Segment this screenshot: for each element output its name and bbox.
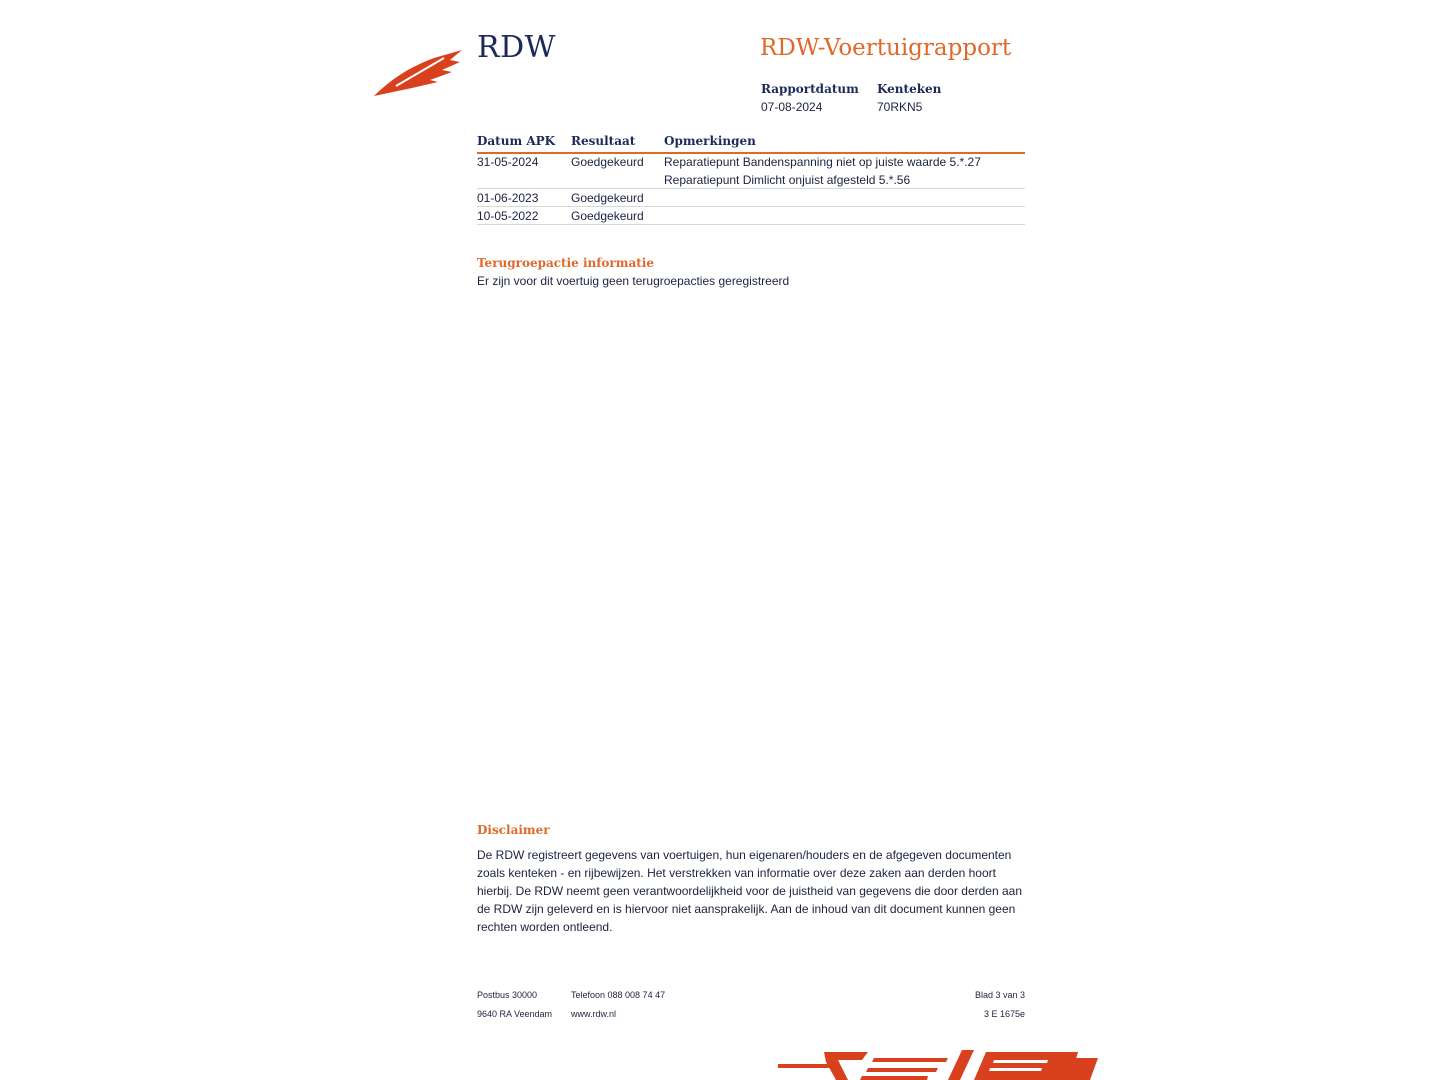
apk-result: Goedgekeurd (571, 155, 644, 169)
table-row (477, 189, 1025, 207)
apk-date: 10-05-2022 (477, 209, 539, 223)
license-plate-label: Kenteken (877, 82, 942, 96)
license-plate-value: 70RKN5 (877, 100, 923, 114)
footer-website: www.rdw.nl (571, 1009, 617, 1019)
table-row (477, 207, 1025, 225)
column-header-date: Datum APK (477, 134, 556, 148)
apk-result: Goedgekeurd (571, 209, 644, 223)
disclaimer-heading: Disclaimer (477, 823, 550, 837)
rdw-feather-logo-icon (372, 46, 464, 98)
apk-remark-line: Reparatiepunt Dimlicht onjuist afgesteld 5.*.56 (664, 173, 911, 187)
report-date-value: 07-08-2024 (761, 100, 823, 114)
footer-document-code: 3 E 1675e (983, 1009, 1025, 1019)
disclaimer-text: De RDW registreert gegevens van voertuigen, hun eigenaren/houders en de afgegeven documenten zoals kenteken - en rijbewijzen. Het verstrekken van informatie over deze zaken aan derden hoort hierbij. De RDW neemt geen verantwoordelijkheid voor de juistheid van gegevens die door derden aan de RDW zijn geleverd en is hiervoor niet aansprakelijk. Aan de inhoud van dit document kunnen geen rechten worden ontleend. (477, 848, 1022, 934)
recall-heading: Terugroepactie informatie (477, 256, 654, 270)
recall-text: Er zijn voor dit voertuig geen terugroepacties geregistreerd (477, 274, 790, 288)
footer-page-number: Blad 3 van 3 (974, 990, 1025, 1000)
column-header-remarks: Opmerkingen (664, 134, 756, 148)
footer-postcode: 9640 RA Veendam (477, 1009, 553, 1019)
apk-date: 01-06-2023 (477, 191, 539, 205)
column-header-result: Resultaat (571, 134, 636, 148)
apk-remark-line: Reparatiepunt Bandenspanning niet op juiste waarde 5.*.27 (664, 155, 981, 169)
apk-remarks (664, 153, 981, 189)
apk-date: 31-05-2024 (477, 155, 539, 169)
rdw-stripe-graphic-icon (778, 1050, 1102, 1080)
table-row (477, 153, 1025, 189)
apk-result: Goedgekeurd (571, 191, 644, 205)
footer-postbus: Postbus 30000 (477, 990, 538, 1000)
brand-name: RDW (477, 30, 556, 65)
footer-phone: Telefoon 088 008 74 47 (571, 990, 666, 1000)
report-title: RDW-Voertuigrapport (760, 35, 1012, 61)
report-date-label: Rapportdatum (761, 82, 859, 96)
